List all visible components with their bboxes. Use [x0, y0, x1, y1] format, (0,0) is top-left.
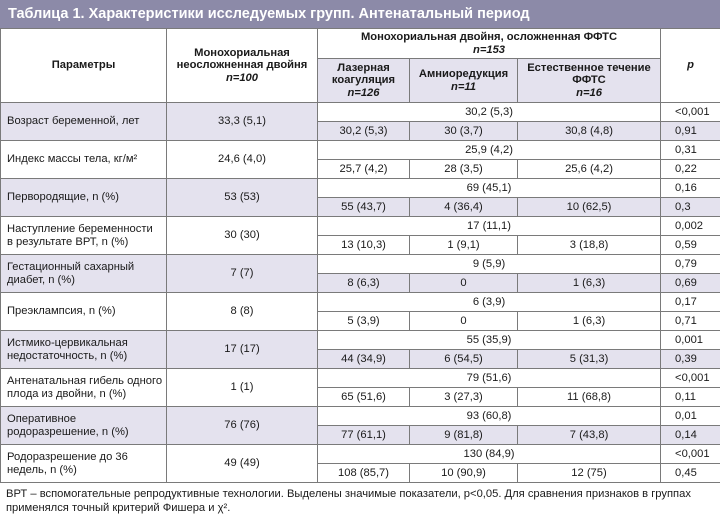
header-amnio-line1: Амниоредукция — [413, 68, 514, 81]
natural-cell: 1 (6,3) — [518, 312, 661, 331]
total-cell: 17 (11,1) — [318, 217, 661, 236]
param-cell — [1, 293, 167, 331]
param-line2: диабет, n (%) — [7, 274, 163, 287]
total-cell: 69 (45,1) — [318, 179, 661, 198]
natural-cell: 1 (6,3) — [518, 274, 661, 293]
param-line2: родоразрешение, n (%) — [7, 426, 163, 439]
param-line1: Преэклампсия, n (%) — [7, 305, 163, 318]
param-line1: Первородящие, n (%) — [7, 191, 163, 204]
mono-cell: 53 (53) — [167, 179, 318, 217]
param-cell — [1, 407, 167, 445]
param-cell — [1, 179, 167, 217]
footnote: ВРТ – вспомогательные репродуктивные технологии. Выделены значимые показатели, p<0,05. Для сравнения признаков в группах применялся точный критерий Фишера и χ². — [0, 483, 720, 515]
data-table — [0, 28, 720, 483]
p-sub-cell: 0,71 — [661, 312, 720, 331]
header-natural-n: n=16 — [521, 87, 657, 100]
header-laser-n: n=126 — [321, 87, 406, 100]
header-natural-line2: ФФТС — [521, 74, 657, 87]
amnio-cell: 0 — [410, 274, 518, 293]
amnio-cell: 1 (9,1) — [410, 236, 518, 255]
p-total-cell: 0,16 — [661, 179, 720, 198]
amnio-cell: 6 (54,5) — [410, 350, 518, 369]
header-fftc — [318, 29, 661, 59]
table-row — [1, 217, 720, 236]
natural-cell: 7 (43,8) — [518, 426, 661, 445]
header-mono-n: n=100 — [170, 72, 314, 85]
natural-cell: 25,6 (4,2) — [518, 160, 661, 179]
header-natural — [518, 59, 661, 103]
total-cell: 93 (60,8) — [318, 407, 661, 426]
param-line2: плода из двойни, n (%) — [7, 388, 163, 401]
param-cell — [1, 255, 167, 293]
p-sub-cell: 0,39 — [661, 350, 720, 369]
table-row — [1, 179, 720, 198]
table-row — [1, 369, 720, 388]
table-row — [1, 103, 720, 122]
amnio-cell: 10 (90,9) — [410, 464, 518, 483]
natural-cell: 12 (75) — [518, 464, 661, 483]
p-sub-cell: 0,91 — [661, 122, 720, 141]
mono-cell: 76 (76) — [167, 407, 318, 445]
p-total-cell: <0,001 — [661, 103, 720, 122]
natural-cell: 10 (62,5) — [518, 198, 661, 217]
laser-cell: 55 (43,7) — [318, 198, 410, 217]
header-laser-line1: Лазерная — [321, 62, 406, 75]
header-fftc-line1: Монохориальная двойня, осложненная ФФТС — [321, 31, 657, 44]
mono-cell: 7 (7) — [167, 255, 318, 293]
amnio-cell: 4 (36,4) — [410, 198, 518, 217]
p-sub-cell: 0,59 — [661, 236, 720, 255]
laser-cell: 13 (10,3) — [318, 236, 410, 255]
mono-cell: 17 (17) — [167, 331, 318, 369]
laser-cell: 108 (85,7) — [318, 464, 410, 483]
p-total-cell: <0,001 — [661, 445, 720, 464]
param-cell — [1, 103, 167, 141]
natural-cell: 5 (31,3) — [518, 350, 661, 369]
total-cell: 55 (35,9) — [318, 331, 661, 350]
header-mono — [167, 29, 318, 103]
natural-cell: 3 (18,8) — [518, 236, 661, 255]
laser-cell: 65 (51,6) — [318, 388, 410, 407]
laser-cell: 8 (6,3) — [318, 274, 410, 293]
table-row — [1, 331, 720, 350]
header-amnio-n: n=11 — [413, 81, 514, 94]
p-total-cell: 0,001 — [661, 331, 720, 350]
amnio-cell: 0 — [410, 312, 518, 331]
table-title: Таблица 1. Характеристики исследуемых групп. Антенатальный период — [0, 0, 720, 28]
param-line1: Родоразрешение до 36 — [7, 451, 163, 464]
total-cell: 9 (5,9) — [318, 255, 661, 274]
param-cell — [1, 331, 167, 369]
p-sub-cell: 0,11 — [661, 388, 720, 407]
p-total-cell: 0,002 — [661, 217, 720, 236]
param-line1: Возраст беременной, лет — [7, 115, 163, 128]
param-cell — [1, 141, 167, 179]
laser-cell: 25,7 (4,2) — [318, 160, 410, 179]
p-total-cell: 0,01 — [661, 407, 720, 426]
param-cell — [1, 445, 167, 483]
header-mono-line2: неосложненная двойня — [170, 59, 314, 72]
mono-cell: 8 (8) — [167, 293, 318, 331]
param-line1: Индекс массы тела, кг/м² — [7, 153, 163, 166]
p-total-cell: 0,17 — [661, 293, 720, 312]
mono-cell: 30 (30) — [167, 217, 318, 255]
amnio-cell: 30 (3,7) — [410, 122, 518, 141]
laser-cell: 77 (61,1) — [318, 426, 410, 445]
p-sub-cell: 0,69 — [661, 274, 720, 293]
header-amnio — [410, 59, 518, 103]
mono-cell: 33,3 (5,1) — [167, 103, 318, 141]
param-line1: Истмико-цервикальная — [7, 337, 163, 350]
table-row — [1, 445, 720, 464]
param-line1: Гестационный сахарный — [7, 261, 163, 274]
param-line2: недостаточность, n (%) — [7, 350, 163, 363]
table-row — [1, 293, 720, 312]
laser-cell: 5 (3,9) — [318, 312, 410, 331]
header-mono-line1: Монохориальная — [170, 47, 314, 60]
total-cell: 130 (84,9) — [318, 445, 661, 464]
p-sub-cell: 0,14 — [661, 426, 720, 445]
header-laser-line2: коагуляция — [321, 74, 406, 87]
header-p: p — [661, 29, 720, 103]
param-line1: Наступление беременности — [7, 223, 163, 236]
header-laser — [318, 59, 410, 103]
laser-cell: 44 (34,9) — [318, 350, 410, 369]
mono-cell: 1 (1) — [167, 369, 318, 407]
laser-cell: 30,2 (5,3) — [318, 122, 410, 141]
natural-cell: 11 (68,8) — [518, 388, 661, 407]
total-cell: 25,9 (4,2) — [318, 141, 661, 160]
table-row — [1, 141, 720, 160]
natural-cell: 30,8 (4,8) — [518, 122, 661, 141]
total-cell: 6 (3,9) — [318, 293, 661, 312]
p-sub-cell: 0,45 — [661, 464, 720, 483]
param-line2: недель, n (%) — [7, 464, 163, 477]
param-line2: в результате ВРТ, n (%) — [7, 236, 163, 249]
header-params: Параметры — [1, 29, 167, 103]
param-cell — [1, 369, 167, 407]
header-fftc-n: n=153 — [321, 44, 657, 57]
mono-cell: 49 (49) — [167, 445, 318, 483]
p-sub-cell: 0,3 — [661, 198, 720, 217]
table-row — [1, 255, 720, 274]
header-natural-line1: Естественное течение — [521, 62, 657, 75]
table-row — [1, 407, 720, 426]
amnio-cell: 28 (3,5) — [410, 160, 518, 179]
p-total-cell: 0,79 — [661, 255, 720, 274]
total-cell: 79 (51,6) — [318, 369, 661, 388]
amnio-cell: 3 (27,3) — [410, 388, 518, 407]
p-total-cell: <0,001 — [661, 369, 720, 388]
param-line1: Антенатальная гибель одного — [7, 375, 163, 388]
p-sub-cell: 0,22 — [661, 160, 720, 179]
p-total-cell: 0,31 — [661, 141, 720, 160]
param-line1: Оперативное — [7, 413, 163, 426]
mono-cell: 24,6 (4,0) — [167, 141, 318, 179]
amnio-cell: 9 (81,8) — [410, 426, 518, 445]
table-body — [1, 103, 720, 483]
total-cell: 30,2 (5,3) — [318, 103, 661, 122]
param-cell — [1, 217, 167, 255]
